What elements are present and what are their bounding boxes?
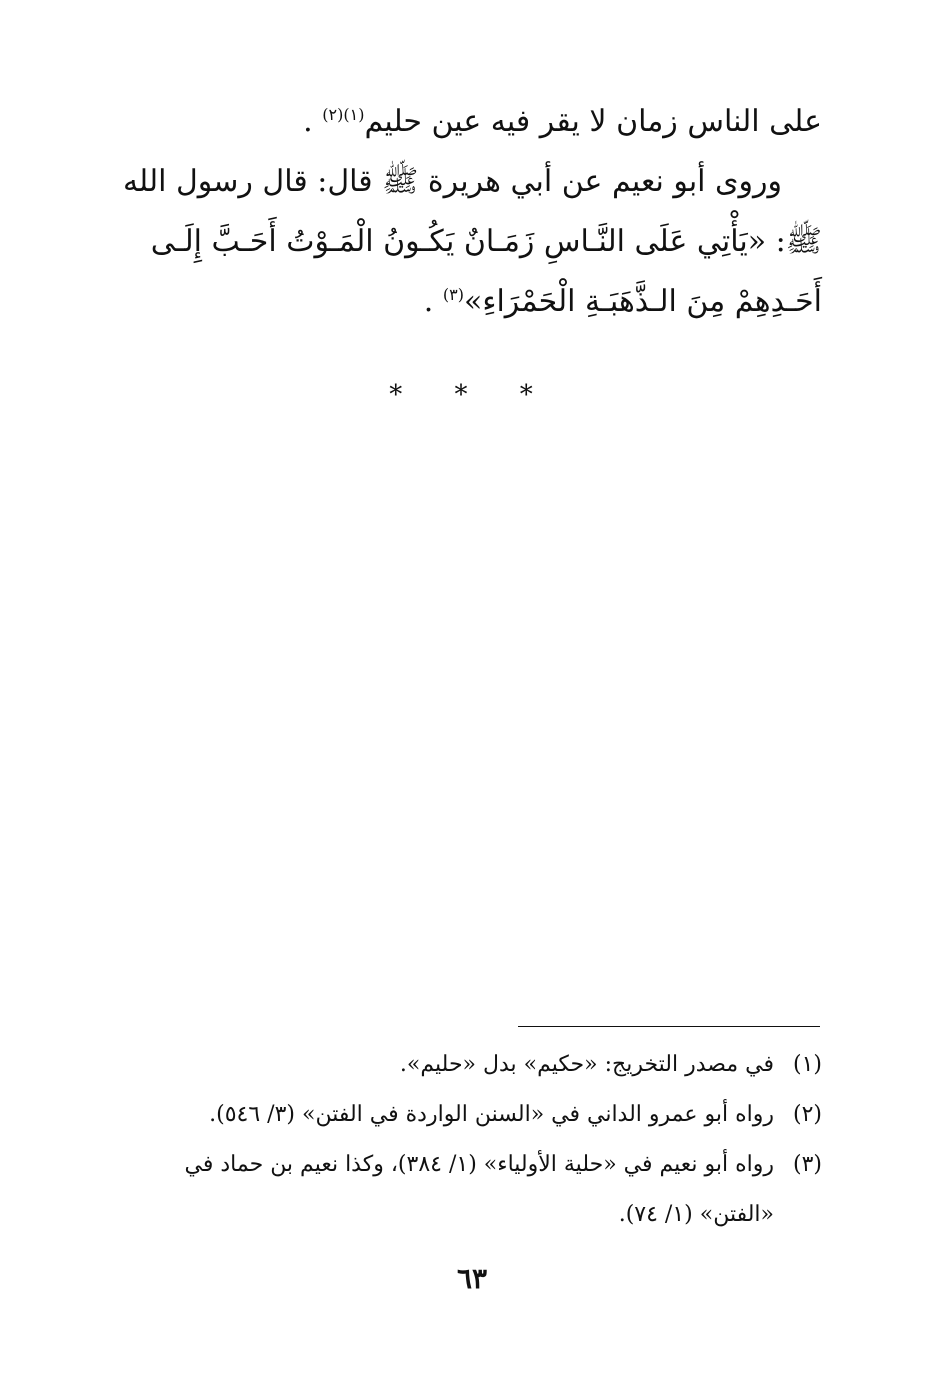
footnote-1 [110,1040,822,1090]
paragraph-1-text: على الناس زمان لا يقر فيه عين حليم [364,104,822,139]
footnote-text: رواه أبو عمرو الداني في «السنن الواردة في الفتن» (٣/ ٥٤٦). [209,1102,774,1127]
paragraph-2-end: . [423,284,434,319]
section-divider-asterisks: * * * [389,380,555,410]
page-number: ٦٣ [456,1262,488,1295]
footnote-number: (٢) [792,1102,822,1127]
footnote-separator-rule [518,1026,820,1027]
footnote-text: رواه أبو نعيم في «حلية الأولياء» (١/ ٣٨٤)، وكذا نعيم بن حماد في «الفتن» (١/ ٧٤). [184,1152,774,1227]
footnote-text: في مصدر التخريج: «حكيم» بدل «حليم». [399,1052,774,1077]
footnote-ref-3: (٣) [442,285,464,304]
paragraph-2 [110,152,822,332]
footnote-number: (٣) [792,1152,822,1177]
paragraph-2-text: وروى أبو نعيم عن أبي هريرة ﷺ قال: قال رسول الله ﷺ: «يَأْتِي عَلَى النَّـاسِ زَمَـانٌ يَكُـونُ الْمَـوْتُ أَحَـبَّ إِلَـى أَحَـدِهِمْ مِنَ الـذَّهَبَـةِ الْحَمْرَاءِ» [122,164,822,319]
footnote-number: (١) [792,1052,822,1077]
main-text [110,92,822,332]
footnotes [110,1040,822,1240]
paragraph-1-end: . [303,104,313,139]
footnote-2 [110,1090,822,1140]
footnote-3 [110,1140,822,1240]
footnote-ref-1-2: (١)(٢) [322,105,365,124]
paragraph-1 [110,92,822,152]
